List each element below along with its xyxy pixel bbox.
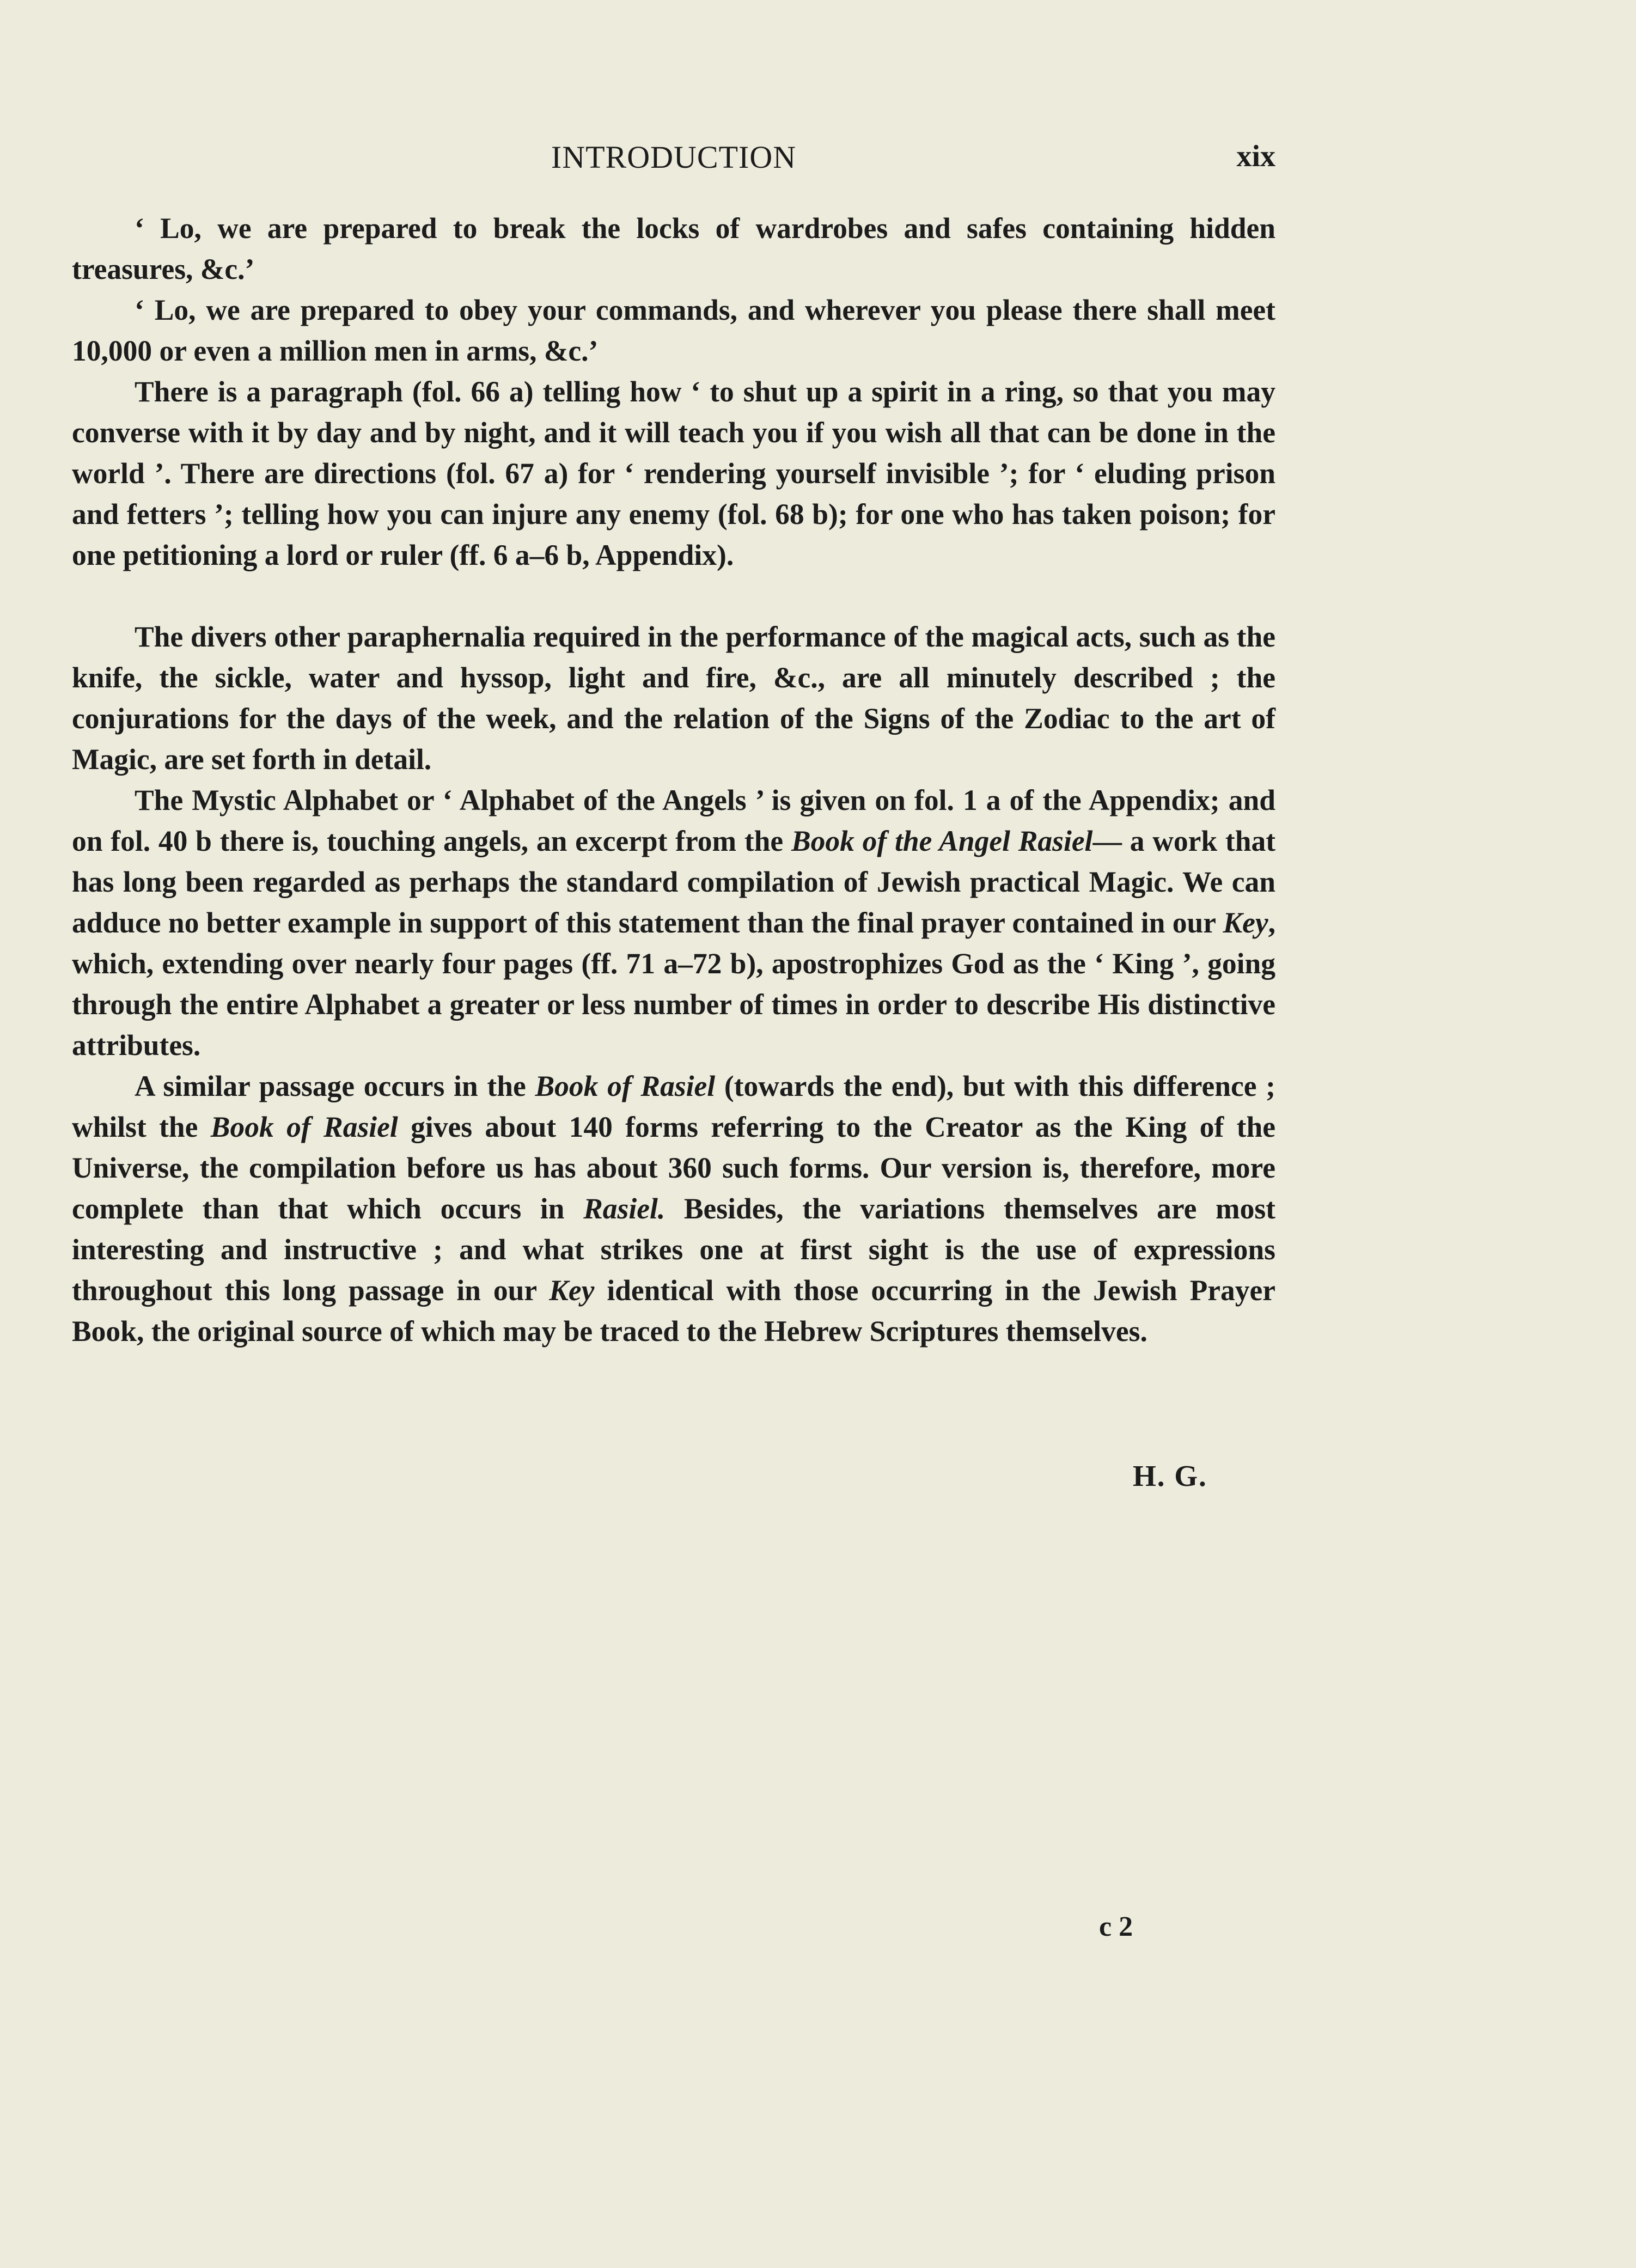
- text-run: (towards the end), but with this difference ; whilst the: [72, 1070, 1276, 1143]
- author-initials: H. G.: [1133, 1459, 1207, 1492]
- italic-title: Book of the Angel Rasiel: [791, 825, 1093, 857]
- body-text: [72, 208, 1275, 1352]
- italic-title: Key: [549, 1274, 595, 1307]
- paragraph: ‘ Lo, we are prepared to obey your commands, and wherever you please there shall meet 10,000 or even a million men in arms, &c.’: [72, 294, 1275, 367]
- text-run: The Mystic Alphabet or ‘ Alphabet of the Angels ’ is given on fol. 1 a of the Appendix; and on fol. 40 b there is, touching angels, an excerpt from the: [72, 784, 1275, 857]
- paragraph: There is a paragraph (fol. 66 a) telling how ‘ to shut up a spirit in a ring, so that you may converse with it by day and by night, and it will teach you if you wish all that can be done in the world ’. There are directions (fol. 67 a) for ‘ rendering yourself invisible ’; for ‘ eluding prison and fetters ’; telling how you can injure any enemy (fol. 68 b); for one who has taken poison; for one petitioning a lord or ruler (ff. 6 a–6 b, Appendix).: [72, 375, 1275, 571]
- italic-title: Rasiel.: [583, 1192, 666, 1225]
- italic-title: Key: [1223, 906, 1268, 939]
- paragraph: [72, 780, 1275, 1066]
- italic-title: Book of Rasiel: [210, 1111, 398, 1143]
- text-run: , which, extending over nearly four pages (ff. 71 a–72 b), apostrophizes God as the ‘ King ’, going through the entire Alphabet a greater or less number of times in order to describe His distinctive attributes.: [72, 906, 1275, 1062]
- paragraph: [72, 1066, 1275, 1352]
- paragraph: The divers other paraphernalia required in the performance of the magical acts, such as the knife, the sickle, water and hyssop, light and fire, &c., are all minutely described ; the conjurations for the days of the week, and the relation of the Signs of the Zodiac to the art of Magic, are set forth in detail.: [72, 620, 1275, 776]
- paragraph: ‘ Lo, we are prepared to break the locks of wardrobes and safes containing hidden treasures, &c.’: [72, 212, 1275, 285]
- signature-mark: c 2: [1099, 1911, 1133, 1942]
- italic-title: Book of Rasiel: [535, 1070, 716, 1102]
- page-number: xix: [1236, 139, 1275, 173]
- page-title: INTRODUCTION: [551, 139, 797, 175]
- text-run: — a work that has long been regarded as perhaps the standard compilation of Jewish practical Magic. We can adduce no better example in support of this statement than the final prayer contained in our: [72, 825, 1276, 939]
- text-run: Besides, the variations themselves are most interesting and instructive ; and what strikes one at first sight is the use of expressions throughout this long passage in our: [72, 1192, 1275, 1307]
- text-run: identical with those occurring in the Jewish Prayer Book, the original source of which may be traced to the Hebrew Scriptures themselves.: [72, 1274, 1275, 1348]
- text-run: gives about 140 forms referring to the Creator as the King of the Universe, the compilation before us has about 360 such forms. Our version is, therefore, more complete than that which occurs in: [72, 1111, 1275, 1225]
- running-header: [72, 139, 1275, 182]
- text-run: A similar passage occurs in the: [135, 1070, 535, 1102]
